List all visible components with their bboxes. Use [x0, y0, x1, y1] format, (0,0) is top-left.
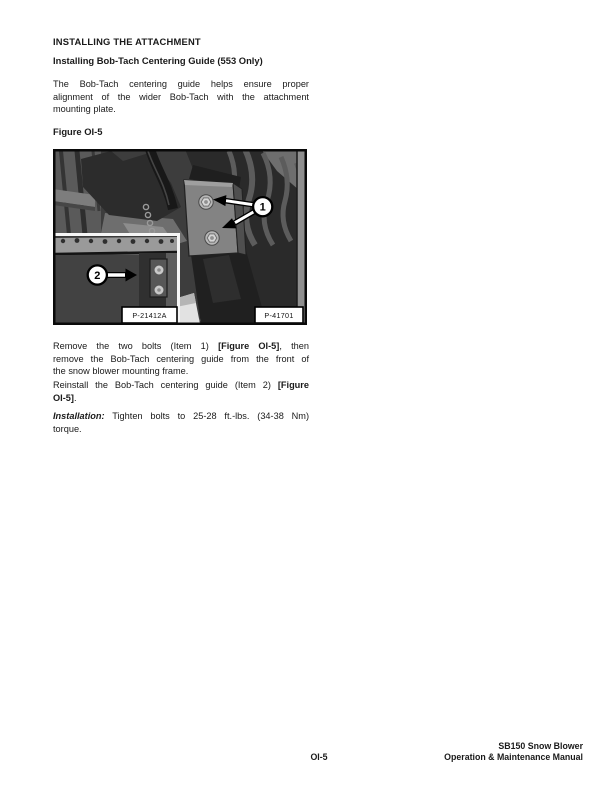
footer-page-number: OI-5: [310, 752, 328, 762]
text-line: [53, 379, 309, 392]
footer-doc-line1: SB150 Snow Blower: [498, 741, 583, 751]
callout-1-number: 1: [259, 201, 266, 214]
photo-id-inset-text: P-21412A: [132, 311, 167, 320]
installation-paragraph: [53, 410, 309, 435]
text-line: torque.: [53, 423, 82, 434]
photo-id-main: [255, 307, 303, 323]
text-line: the snow blower mounting frame.: [53, 366, 189, 376]
text-line: [53, 340, 309, 353]
text-line: [53, 410, 309, 423]
subheading: Installing Bob-Tach Centering Guide (553 Only): [53, 55, 263, 66]
reinstall-paragraph: [53, 379, 309, 404]
remove-paragraph: [53, 340, 309, 378]
figure-reference: OI-5]: [53, 392, 74, 403]
installation-label: Installation:: [53, 411, 105, 421]
intro-paragraph: [53, 78, 309, 116]
bolt-bottom: [205, 231, 219, 245]
text-segment: Tighten bolts to 25-28 ft.-lbs. (34-38 Nm): [112, 411, 310, 421]
figure-label: Figure OI-5: [53, 126, 103, 137]
section-heading: INSTALLING THE ATTACHMENT: [53, 36, 201, 47]
inset-bracket: [150, 259, 167, 297]
footer-doc-title: [444, 741, 583, 764]
figure-reference: [Figure: [277, 380, 309, 390]
text-line: mounting plate.: [53, 104, 116, 114]
photo-id-main-text: P-41701: [264, 311, 294, 320]
text-line: [53, 392, 309, 405]
callout-2-number: 2: [94, 269, 101, 282]
text-line: alignment of the wider Bob-Tach with the attachment: [53, 91, 309, 102]
figure-reference: [Figure OI-5]: [218, 341, 280, 351]
text-segment: , then: [279, 341, 309, 351]
text-line: remove the Bob-Tach centering guide from the front of: [53, 353, 309, 364]
text-segment: Reinstall the Bob-Tach centering guide (Item 2): [53, 380, 271, 390]
figure-oi-5-photo: [53, 149, 307, 325]
text-line: The Bob-Tach centering guide helps ensure proper: [53, 79, 309, 89]
bolt-top: [199, 195, 213, 209]
photo-id-inset: [122, 307, 177, 323]
footer-doc-line2: Operation & Maintenance Manual: [444, 752, 583, 763]
text-segment: .: [73, 392, 77, 403]
text-segment: Remove the two bolts (Item 1): [53, 341, 209, 351]
figure-oi-5: [53, 149, 307, 325]
